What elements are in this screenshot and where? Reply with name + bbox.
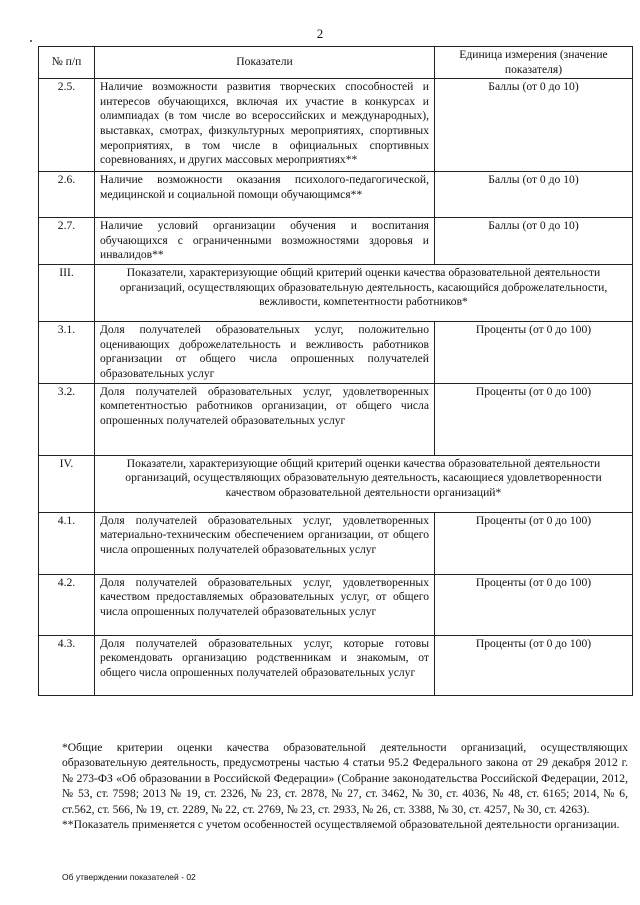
table-row [39,383,633,455]
footnote-general-criteria: *Общие критерии оценки качества образовательной деятельности организаций, осуществляющих образовательную деятельность, предусмотрены частью 4 статьи 95.2 Федерального закона от 29 декабря 2012 г. № 273-ФЗ «Об образовании в Российской Федерации» (Собрание законодательства Российской Федерации, 2012, № 53, ст. 7598; 2013 № 19, ст. 2326, № 23, ст. 2878, № 27, ст. 3462, № 30, ст. 4036, № 48, ст. 6165; 2014, № 6, ст.562, ст. 566, № 19, ст. 2289, № 22, ст. 2769, № 23, ст. 2933, № 26, ст. 3388, № 30, ст. 4257, № 30, ст. 4263). [62,741,628,816]
row-number: 4.2. [39,574,95,635]
row-number: 2.7. [39,218,95,265]
table-row [39,322,633,383]
row-number: 3.1. [39,322,95,383]
header-indicator: Показатели [95,47,435,79]
section-title: Показатели, характеризующие общий критерий оценки качества образовательной деятельности организаций, осуществляющих образовательную деятельность, касающийся доброжелательности, вежливости, компетентности работников* [95,265,633,322]
page-number: 2 [316,26,324,41]
document-footer: Об утверждении показателей - 02 [62,872,196,882]
row-indicator: Доля получателей образовательных услуг, удовлетворенных качеством предоставляемых образовательных услуг, от общего числа опрошенных получателей образовательных услуг [95,574,435,635]
row-indicator: Доля получателей образовательных услуг, положительно оценивающих доброжелательность и вежливость работников организации от общего числа опрошенных получателей образовательных услуг [95,322,435,383]
row-indicator: Наличие возможности оказания психолого-педагогической, медицинской и социальной помощи обучающимся** [95,172,435,218]
row-unit: Проценты (от 0 до 100) [435,322,633,383]
row-unit: Баллы (от 0 до 10) [435,218,633,265]
table-row [39,574,633,635]
table-row [39,172,633,218]
row-number: 4.3. [39,635,95,695]
row-number: 4.1. [39,512,95,574]
row-number: 2.6. [39,172,95,218]
row-indicator: Доля получателей образовательных услуг, удовлетворенных компетентностью работников организации, от общего числа опрошенных получателей образовательных услуг [95,383,435,455]
table-header-row [39,47,633,79]
row-unit: Баллы (от 0 до 10) [435,172,633,218]
row-indicator: Доля получателей образовательных услуг, удовлетворенных материально-техническим обеспечением организации, от общего числа опрошенных получателей образовательных услуг [95,512,435,574]
section-title: Показатели, характеризующие общий критерий оценки качества образовательной деятельности организаций, осуществляющих образовательную деятельность, касающиеся удовлетворенности качеством образовательной деятельности организаций* [95,455,633,512]
table-row [39,635,633,695]
row-indicator: Наличие условий организации обучения и воспитания обучающихся с ограниченными возможностями здоровья и инвалидов** [95,218,435,265]
row-indicator: Наличие возможности развития творческих способностей и интересов обучающихся, включая их участие в конкурсах и олимпиадах (в том числе во всероссийских и международных), выставках, смотрах, физкультурных мероприятиях, спортивных мероприятиях, в том числе в официальных спортивных соревнованиях, и других массовых мероприятиях** [95,79,435,172]
row-number: 3.2. [39,383,95,455]
section-row [39,265,633,322]
header-unit: Единица измерения (значение показателя) [435,47,633,79]
footnotes [62,740,628,832]
section-number: III. [39,265,95,322]
footnote-applicability: **Показатель применяется с учетом особенностей осуществляемой образовательной деятельности организации. [62,818,620,832]
row-number: 2.5. [39,79,95,172]
row-unit: Проценты (от 0 до 100) [435,512,633,574]
row-unit: Проценты (от 0 до 100) [435,383,633,455]
row-unit: Проценты (от 0 до 100) [435,574,633,635]
section-number: IV. [39,455,95,512]
table-row [39,512,633,574]
header-number: № п/п [39,47,95,79]
row-indicator: Доля получателей образовательных услуг, которые готовы рекомендовать организацию родственникам и знакомым, от общего числа опрошенных получателей образовательных услуг [95,635,435,695]
row-unit: Баллы (от 0 до 10) [435,79,633,172]
indicators-table [38,46,633,696]
table-row [39,218,633,265]
table-row [39,79,633,172]
section-row [39,455,633,512]
row-unit: Проценты (от 0 до 100) [435,635,633,695]
